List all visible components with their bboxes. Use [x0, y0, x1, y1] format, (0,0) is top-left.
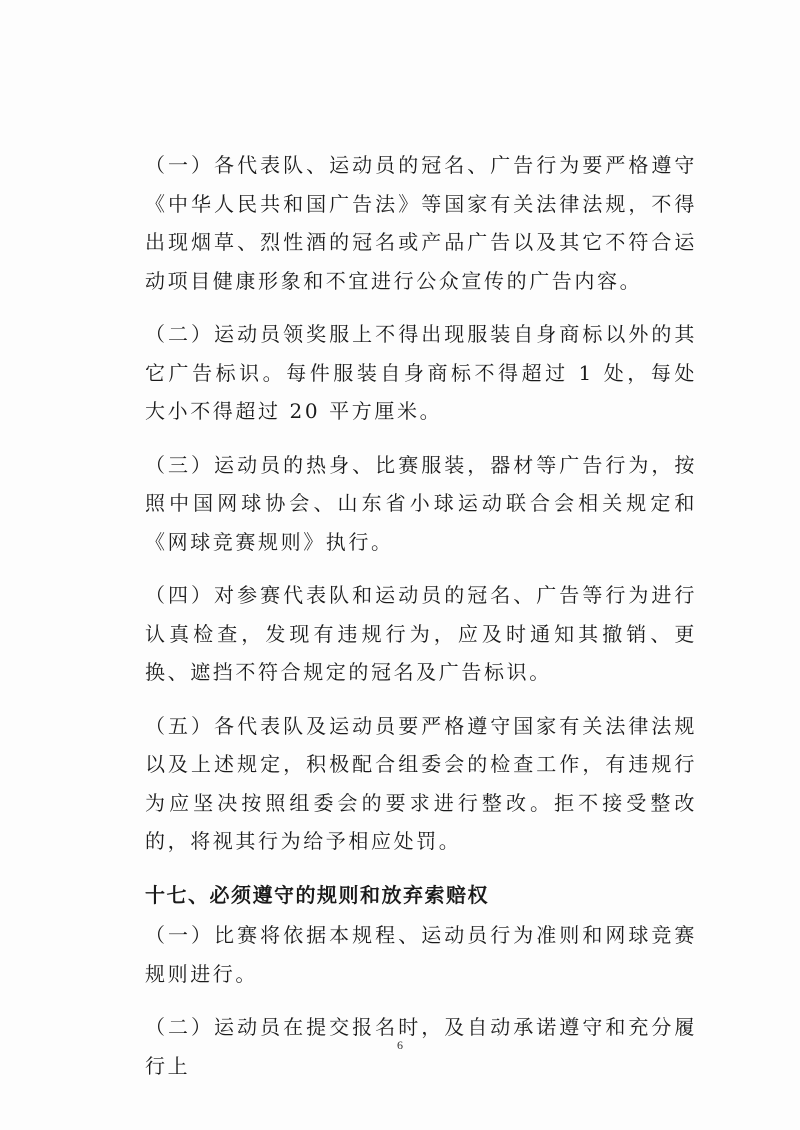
paragraph-6: （一）比赛将依据本规程、运动员行为准则和网球竞赛规则进行。: [145, 923, 697, 986]
paragraph-5: （五）各代表队及运动员要严格遵守国家有关法律法规以及上述规定，积极配合组委会的检查工作，有违规行为应坚决按照组委会的要求进行整改。拒不接受整改的，将视其行为给予相应处罚。: [145, 713, 697, 853]
paragraph-2: （二）运动员领奖服上不得出现服装自身商标以外的其它广告标识。每件服装自身商标不得超过 1 处，每处大小不得超过 20 平方厘米。: [145, 322, 697, 423]
section-heading: 十七、必须遵守的规则和放弃索赔权: [145, 882, 489, 907]
paragraph-7: （二）运动员在提交报名时，及自动承诺遵守和充分履行上: [145, 1015, 697, 1078]
page-number: 6: [397, 1038, 403, 1052]
paragraph-4: （四）对参赛代表队和运动员的冠名、广告等行为进行认真检查，发现有违规行为，应及时通知其撤销、更换、遮挡不符合规定的冠名及广告标识。: [145, 583, 697, 684]
paragraph-3: （三）运动员的热身、比赛服装，器材等广告行为，按照中国网球协会、山东省小球运动联合会相关规定和《网球竞赛规则》执行。: [145, 452, 697, 554]
paragraph-1: （一）各代表队、运动员的冠名、广告行为要严格遵守《中华人民共和国广告法》等国家有关法律法规，不得出现烟草、烈性酒的冠名或产品广告以及其它不符合运动项目健康形象和不宜进行公众宣传的广告内容。: [145, 153, 697, 293]
document-body: [145, 146, 697, 1100]
